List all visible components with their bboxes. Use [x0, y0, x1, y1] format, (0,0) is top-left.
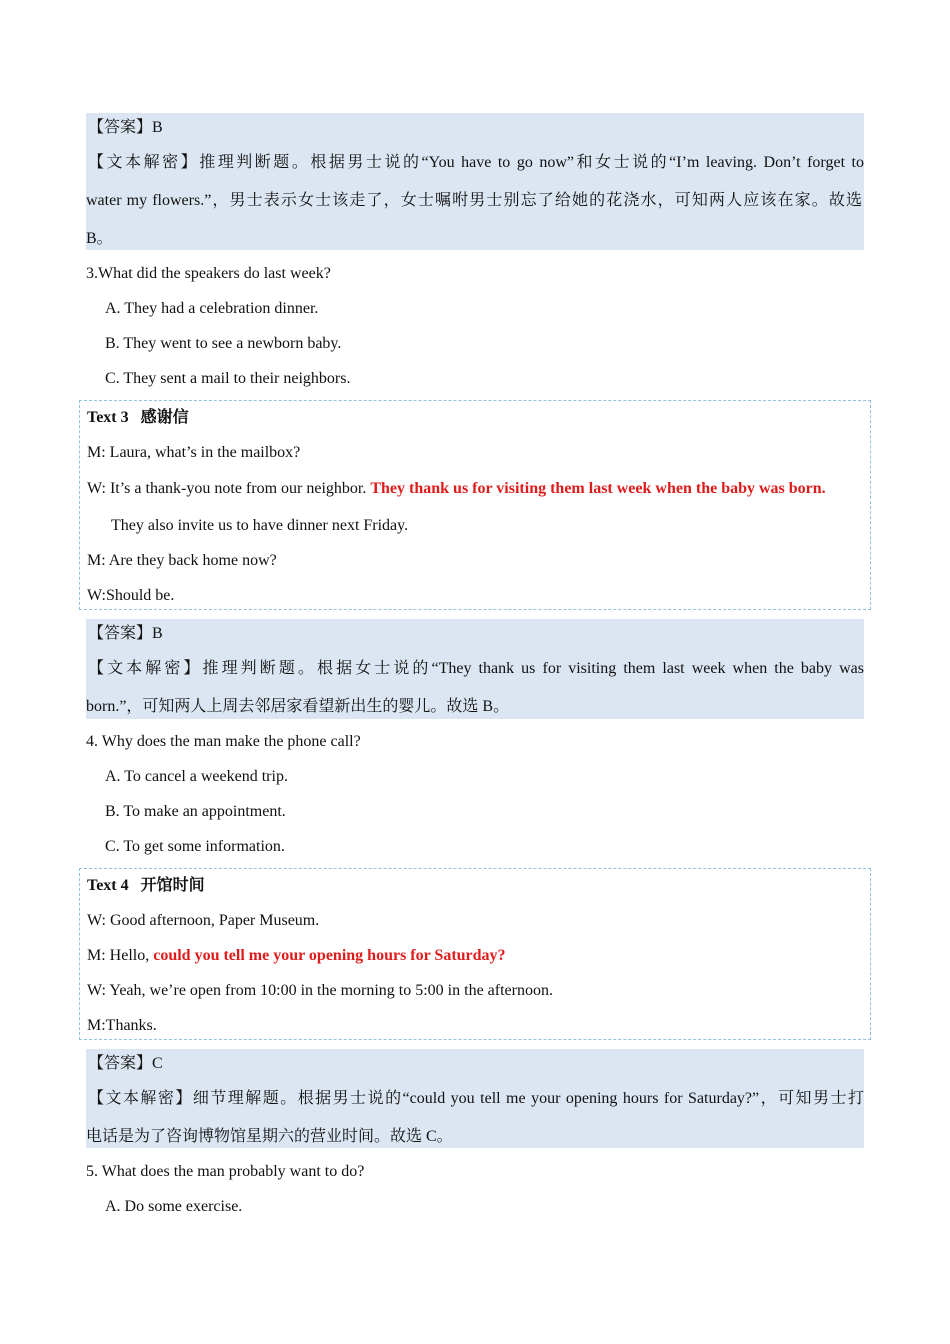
option-a: A. Do some exercise. [105, 1198, 243, 1215]
question-4: 4. Why does the man make the phone call? [86, 733, 361, 750]
dialogue-line: M: Laura, what’s in the mailbox? [87, 444, 301, 461]
explanation-line: 【文本解密】推理判断题。根据男士说的“You have to go now”和女士说的“I’m leaving. Don’t forget to [88, 154, 864, 171]
option-a: A. To cancel a weekend trip. [105, 768, 288, 785]
dialogue-line: M: Hello, could you tell me your opening hours for Saturday? [87, 947, 506, 964]
transcript-box-text4 [79, 868, 871, 1040]
answer-block-q2 [86, 113, 864, 250]
answer-line: 【答案】B [88, 119, 163, 136]
dialogue-line: W: Good afternoon, Paper Museum. [87, 912, 320, 929]
dialogue-line: W:Should be. [87, 587, 175, 604]
question-3: 3.What did the speakers do last week? [86, 265, 331, 282]
transcript-box-text3 [79, 400, 871, 610]
explanation-line: 【文本解密】细节理解题。根据男士说的“could you tell me your opening hours for Saturday?”，可知男士打 [88, 1090, 864, 1107]
explanation-line: 【文本解密】推理判断题。根据女士说的“They thank us for visiting them last week when the baby was [88, 660, 864, 677]
answer-block-q3 [86, 619, 864, 719]
transcript-title: Text 4 开馆时间 [87, 877, 205, 894]
transcript-title: Text 3 感谢信 [87, 409, 189, 426]
explanation-line: 电话是为了咨询博物馆星期六的营业时间。故选 C。 [86, 1128, 453, 1145]
dialogue-line: W: It’s a thank-you note from our neighbor. They thank us for visiting them last week when the baby was born. [87, 480, 826, 497]
option-b: B. To make an appointment. [105, 803, 286, 820]
explanation-line: B。 [86, 230, 113, 247]
dialogue-line: W: Yeah, we’re open from 10:00 in the morning to 5:00 in the afternoon. [87, 982, 553, 999]
dialogue-line: M:Thanks. [87, 1017, 157, 1034]
option-c: C. To get some information. [105, 838, 285, 855]
highlighted-key-sentence: They thank us for visiting them last week when the baby was born. [370, 480, 826, 497]
answer-line: 【答案】B [88, 625, 163, 642]
option-b: B. They went to see a newborn baby. [105, 335, 342, 352]
dialogue-line: M: Are they back home now? [87, 552, 277, 569]
answer-line: 【答案】C [88, 1055, 163, 1072]
answer-block-q4 [86, 1049, 864, 1148]
question-5: 5. What does the man probably want to do? [86, 1163, 365, 1180]
dialogue-line: They also invite us to have dinner next Friday. [111, 517, 409, 534]
explanation-line: born.”，可知两人上周去邻居家看望新出生的婴儿。故选 B。 [86, 698, 510, 715]
highlighted-key-sentence: could you tell me your opening hours for Saturday? [153, 947, 506, 964]
option-c: C. They sent a mail to their neighbors. [105, 370, 351, 387]
explanation-line: water my flowers.”，男士表示女士该走了，女士嘱咐男士别忘了给她的花浇水，可知两人应该在家。故选 [86, 192, 862, 209]
option-a: A. They had a celebration dinner. [105, 300, 319, 317]
